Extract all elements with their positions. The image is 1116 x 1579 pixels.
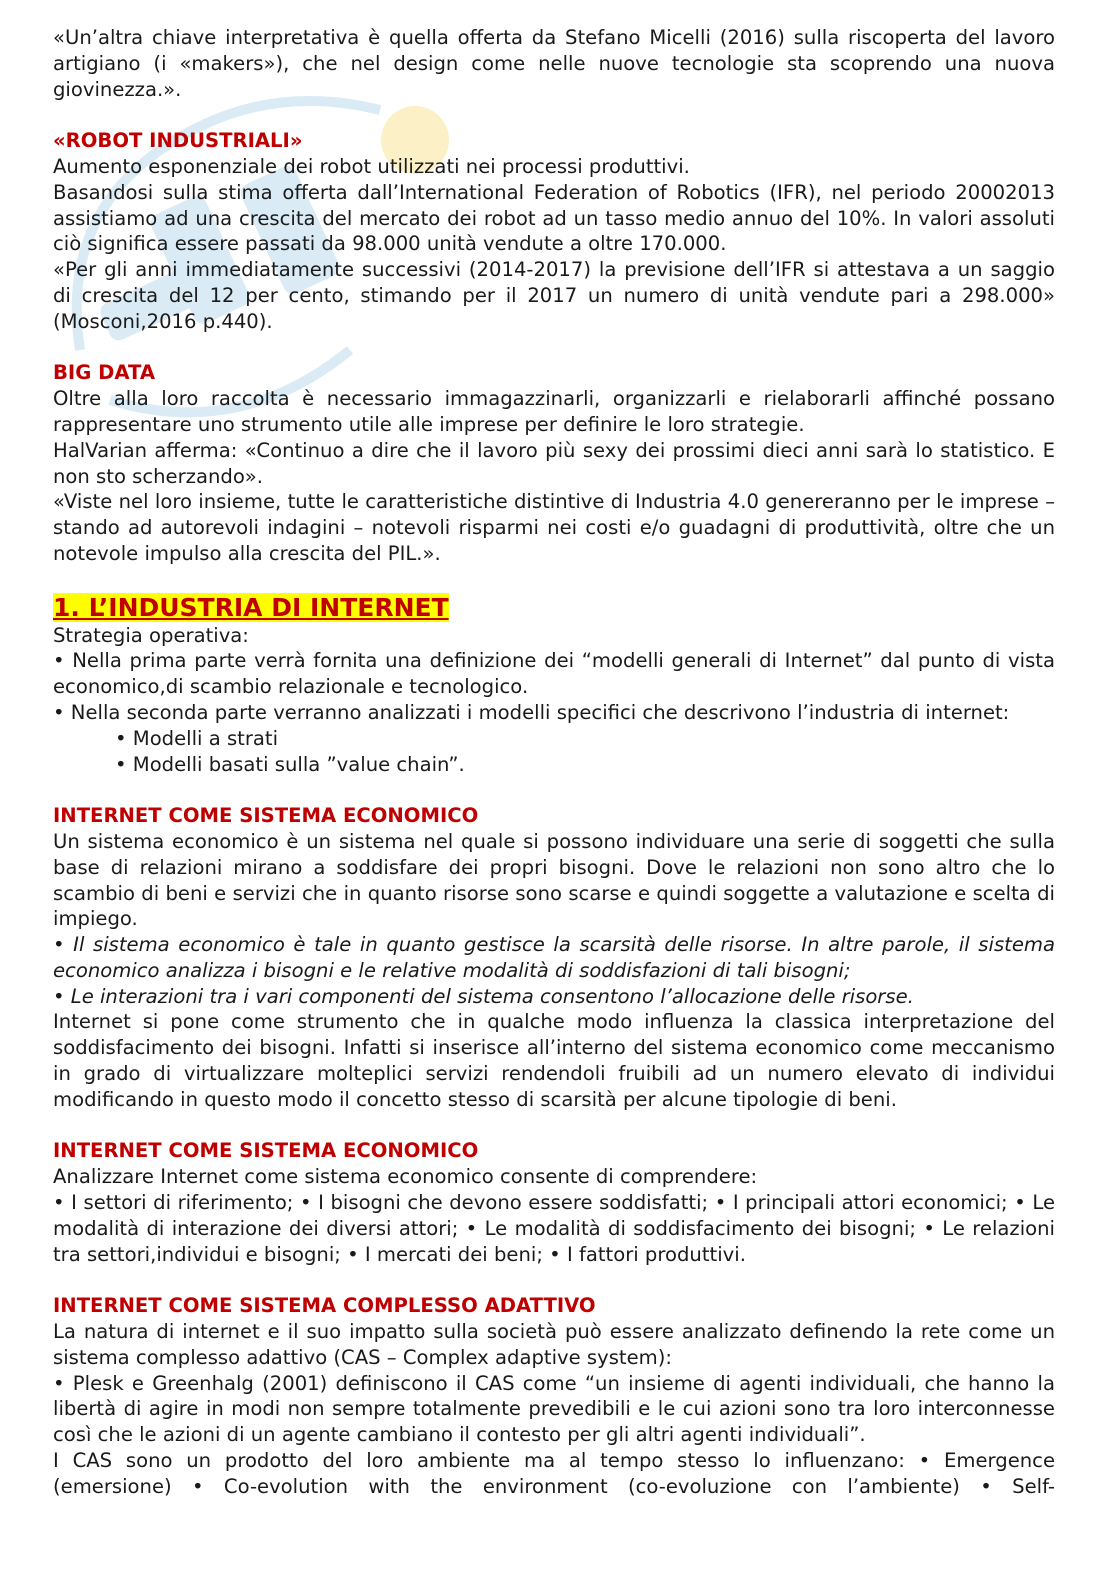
econ1-paragraph-1: Un sistema economico è un sistema nel quale si possono individuare una serie di soggetti che sulla base di relazioni mirano a soddisfare dei propri bisogni. Dove le relazioni non sono altro che lo scambio di beni e servizi che in quanto risorse sono scarse e quindi soggette a valutazione e scelta di impiego. — [53, 829, 1055, 931]
chapter-title: 1. L’INDUSTRIA DI INTERNET — [53, 592, 449, 622]
section-heading-econ-2: INTERNET COME SISTEMA ECONOMICO — [53, 1139, 479, 1163]
chapter-subbullet-2: • Modelli basati sulla ”value chain”. — [115, 752, 465, 776]
bigdata-paragraph-2: HalVarian afferma: «Continuo a dire che il lavoro più sexy dei prossimi dieci anni sarà lo statistico. E non sto scherzando». — [53, 438, 1055, 488]
chapter-paragraph-1: Strategia operativa: — [53, 623, 249, 647]
chapter-subbullet-1: • Modelli a strati — [115, 726, 279, 750]
section-heading-econ-1: INTERNET COME SISTEMA ECONOMICO — [53, 804, 479, 828]
chapter-bullet-2: • Nella seconda parte verranno analizzati i modelli specifici che descrivono l’industria di internet: — [53, 700, 1010, 724]
robot-paragraph-1: Aumento esponenziale dei robot utilizzati nei processi produttivi. — [53, 154, 690, 178]
econ1-italic-bullet-2: • Le interazioni tra i vari componenti del sistema consentono l’allocazione delle risorse. — [53, 984, 914, 1008]
bigdata-paragraph-1: Oltre alla loro raccolta è necessario immagazzinarli, organizzarli e rielaborarli affinché possano rappresentare uno strumento utile alle imprese per definire le loro strategie. — [53, 387, 1055, 436]
cas-paragraph-3: I CAS sono un prodotto del loro ambiente ma al tempo stesso lo influenzano: • Emergence (emersione) • Co-evolution with the environment (co-evoluzione con l’ambiente) • Self- — [53, 1449, 1055, 1498]
section-heading-bigdata: BIG DATA — [53, 361, 156, 385]
chapter-bullet-1: • Nella prima parte verrà fornita una definizione dei “modelli generali di Internet” dal punto di vista economico,di scambio relazionale e tecnologico. — [53, 649, 1055, 699]
econ2-paragraph-2: • I settori di riferimento; • I bisogni che devono essere soddisfatti; • I principali attori economici; • Le modalità di interazione dei diversi attori; • Le modalità di soddisfacimento dei bisogni; • Le relazioni tra settori,individui e bisogni; • I mercati dei beni; • I fattori produttivi. — [53, 1191, 1055, 1266]
bigdata-paragraph-3: «Viste nel loro insieme, tutte le caratteristiche distintive di Industria 4.0 genereranno per le imprese – stando ad autorevoli indagini – notevoli risparmi nei costi e/o guadagni di produttività, oltre che un notevole impulso alla crescita del PIL.». — [53, 490, 1055, 565]
econ1-paragraph-2: Internet si pone come strumento che in qualche modo influenza la classica interpretazione del soddisfacimento dei bisogni. Infatti si inserisce all’interno del sistema economico come meccanismo in grado di virtualizzare molteplici servizi rendendoli fruibili ad un numero elevato di individui modificando in questo modo il concetto stesso di scarsità per alcune tipologie di beni. — [53, 1010, 1055, 1111]
cas-paragraph-2: • Plesk e Greenhalg (2001) definiscono il CAS come “un insieme di agenti individuali, che hanno la libertà di agire in modi non sempre totalmente prevedibili e le cui azioni sono tra loro interconnesse così che le azioni di un agente cambiano il contesto per gli altri agenti individuali”. — [53, 1371, 1055, 1447]
econ2-paragraph-1: Analizzare Internet come sistema economico consente di comprendere: — [53, 1165, 758, 1189]
econ1-italic-bullet-1: • Il sistema economico è tale in quanto gestisce la scarsità delle risorse. In altre parole, il sistema economico analizza i bisogni e le relative modalità di soddisfazioni di tali bisogni; — [53, 933, 1055, 982]
section-heading-cas: INTERNET COME SISTEMA COMPLESSO ADATTIVO — [53, 1294, 596, 1318]
section-heading-robot: «ROBOT INDUSTRIALI» — [53, 129, 303, 153]
intro-paragraph: «Un’altra chiave interpretativa è quella offerta da Stefano Micelli (2016) sulla riscoperta del lavoro artigiano (i «makers»), che nel design come nelle nuove tecnologie sta scoprendo una nuova giovinezza.». — [53, 26, 1055, 101]
cas-paragraph-1: La natura di internet e il suo impatto sulla società può essere analizzato definendo la rete come un sistema complesso adattivo (CAS – Complex adaptive system): — [53, 1320, 1055, 1369]
document-content — [53, 25, 1055, 1500]
robot-paragraph-2: Basandosi sulla stima offerta dall’International Federation of Robotics (IFR), nel periodo 20002013 assistiamo ad una crescita del mercato dei robot ad un tasso medio annuo del 10%. In valori assoluti ciò significa essere passati da 98.000 unità vendute a oltre 170.000. — [53, 180, 1055, 256]
robot-paragraph-3: «Per gli anni immediatamente successivi (2014-2017) la previsione dell’IFR si attestava a un saggio di crescita del 12 per cento, stimando per il 2017 un numero di unità vendute pari a 298.000» (Mosconi,2016 p.440). — [53, 258, 1055, 333]
